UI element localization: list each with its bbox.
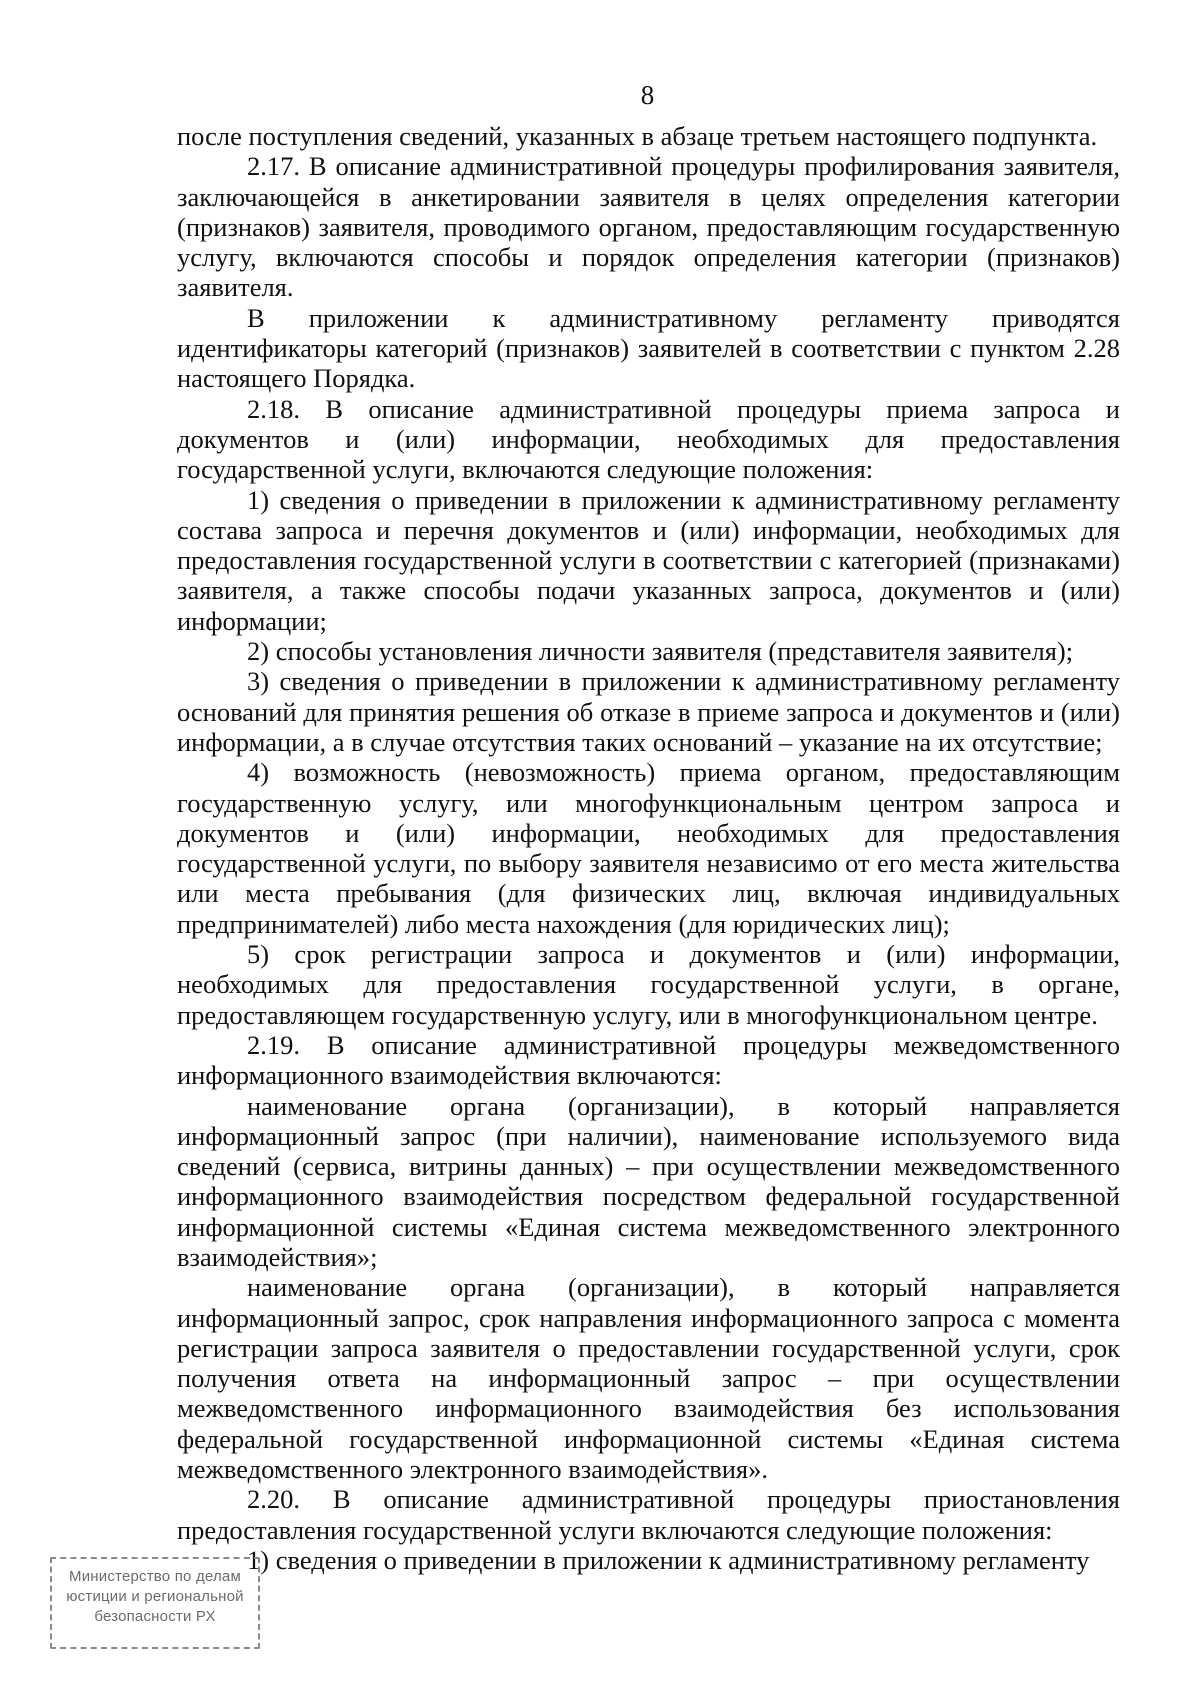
list-item-2-18-3: 3) сведения о приведении в приложении к административному регламенту оснований для принятия решения об отказе в приеме запроса и документов и (или) информации, а в случае отсутствия таких оснований – указание на их отсутствие; — [177, 666, 1120, 757]
paragraph-2-19-smev: наименование органа (организации), в который направляется информационный запрос (при наличии), наименование используемого вида сведений (сервиса, витрины данных) – при осуществлении межведомственного информационного взаимодействия посредством федеральной государственной информационной системы «Единая система межведомственного электронного взаимодействия»; — [177, 1090, 1120, 1272]
paragraph-2-18: 2.18. В описание административной процедуры приема запроса и документов и (или) информации, необходимых для предоставления государственной услуги, включаются следующие положения: — [177, 393, 1120, 485]
paragraph-continuation: после поступления сведений, указанных в абзаце третьем настоящего подпункта. — [177, 121, 1098, 151]
list-item-2-18-2: 2) способы установления личности заявителя (представителя заявителя); — [247, 636, 1074, 667]
list-item-2-18-5: 5) срок регистрации запроса и документов и (или) информации, необходимых для предоставления государственной услуги, в органе, предоставляющем государственную услугу, или в многофункциональном центре. — [177, 939, 1120, 1030]
ministry-stamp — [50, 1557, 260, 1649]
page-number: 8 — [640, 80, 655, 110]
stamp-line-2: юстиции и региональной — [66, 1588, 244, 1605]
stamp-line-3: безопасности РХ — [94, 1608, 216, 1625]
list-item-2-20-1: 1) сведения о приведении в приложении к административному регламенту — [247, 1544, 1090, 1575]
list-item-2-18-1: 1) сведения о приведении в приложении к административному регламенту состава запроса и перечня документов и (или) информации, необходимых для предоставления государственной услуги в соответствии с категорией (признаками) заявителя, а также способы подачи указанных запроса, документов и (или) информации; — [177, 484, 1120, 636]
document-body — [177, 121, 1120, 1575]
paragraph-appendix-identifiers: В приложении к административному регламенту приводятся идентификаторы категорий (признаков) заявителей в соответствии с пунктом 2.28 настоящего Порядка. — [177, 302, 1120, 394]
paragraph-2-19: 2.19. В описание административной процедуры межведомственного информационного взаимодействия включаются: — [177, 1029, 1120, 1091]
stamp-line-1: Министерство по делам — [69, 1568, 241, 1585]
list-item-2-18-4: 4) возможность (невозможность) приема органом, предоставляющим государственную услугу, или многофункциональным центром запроса и документов и (или) информации, необходимых для предоставления государственной услуги, по выбору заявителя независимо от его места жительства или места пребывания (для физических лиц, включая индивидуальных предпринимателей) либо места нахождения (для юридических лиц); — [177, 757, 1120, 939]
paragraph-2-17: 2.17. В описание административной процедуры профилирования заявителя, заключающейся в анкетировании заявителя в целях определения категории (признаков) заявителя, проводимого органом, предоставляющим государственную услугу, включаются способы и порядок определения категории (признаков) заявителя. — [177, 151, 1120, 303]
paragraph-2-20: 2.20. В описание административной процедуры приостановления предоставления государственной услуги включаются следующие положения: — [177, 1484, 1120, 1545]
paragraph-2-19-without-smev: наименование органа (организации), в который направляется информационный запрос, срок направления информационного запроса с момента регистрации запроса заявителя о предоставлении государственной услуги, срок получения ответа на информационный запрос – при осуществлении межведомственного информационного взаимодействия без использования федеральной государственной информационной системы «Единая система межведомственного электронного взаимодействия». — [177, 1272, 1120, 1485]
